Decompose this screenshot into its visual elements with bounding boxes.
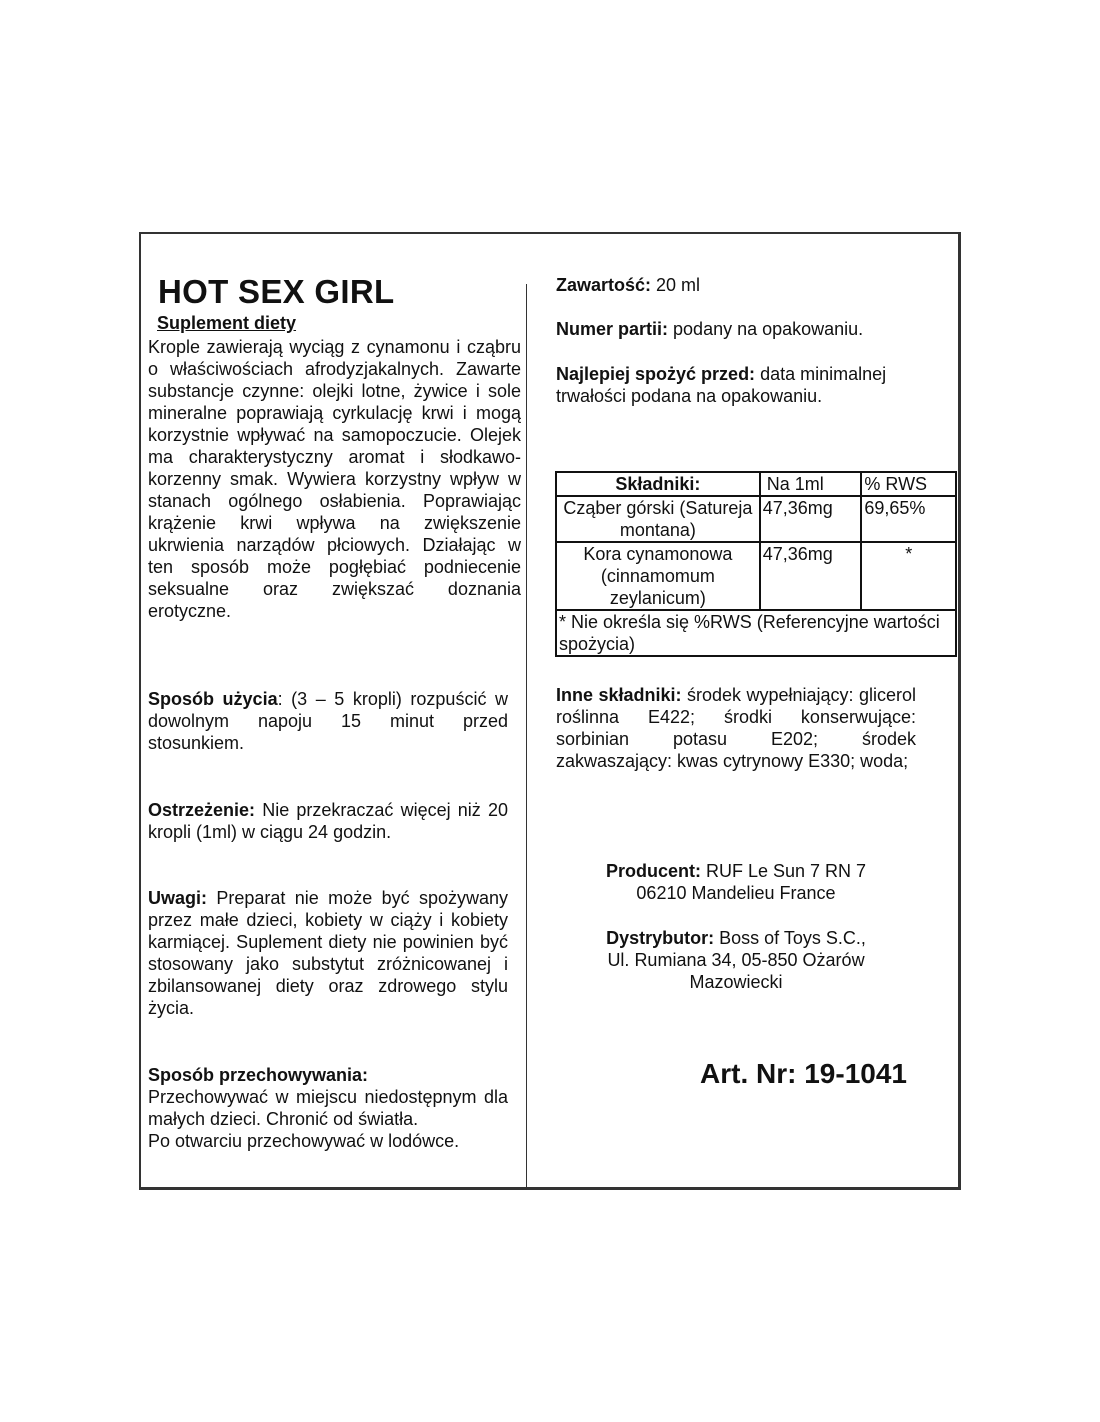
warning-label: Ostrzeżenie:	[148, 800, 256, 820]
table-footnote-row	[556, 610, 956, 656]
storage-text-2: Po otwarciu przechowywać w lodówce.	[148, 1131, 460, 1151]
product-description: Krople zawierają wyciąg z cynamonu i cząbru o właściwościach afrodyzjakalnych. Zawarte substancje czynne: olejki lotne, żywice i sole mineralne poprawiają cyrkulację krwi i mogą korzystnie wpływać na samopoczucie. Olejek ma charakterystyczny aromat i słodkawo-korzenny smak. Wywiera korzystny wpływ w stanach ogólnego osłabienia. Poprawiając krążenie krwi wpływa na zwiększenie ukrwienia narządów płciowych. Działając w ten sposób może pogłębiać podniecenie seksualne oraz zwiększać doznania erotyczne.	[148, 337, 521, 621]
ingredient-name: Cząber górski (Satureja montana)	[556, 496, 760, 542]
storage-text: Przechowywać w miejscu niedostępnym dla małych dzieci. Chronić od światła.	[148, 1087, 508, 1129]
ingredient-rws: 69,65%	[861, 496, 956, 542]
storage-label: Sposób przechowywania:	[148, 1065, 369, 1085]
other-ingredients-label: Inne składniki:	[556, 685, 682, 705]
table-row	[556, 542, 956, 610]
ingredient-name: Kora cynamonowa (cinnamomum zeylanicum)	[556, 542, 760, 610]
warning-text: Nie przekraczać więcej niż 20 kropli (1ml) w ciągu 24 godzin.	[148, 800, 508, 842]
storage-section	[148, 1064, 508, 1152]
batch-line	[556, 318, 956, 340]
header-rws: % RWS	[861, 472, 956, 496]
product-subtitle: Suplement diety	[157, 313, 297, 333]
contents-value: 20 ml	[651, 275, 701, 295]
article-number: Art. Nr: 19-1041	[700, 1058, 907, 1089]
table-footnote: * Nie określa się %RWS (Referencyjne wartości spożycia)	[556, 610, 956, 656]
column-divider	[526, 284, 527, 1187]
ingredient-rws: *	[861, 542, 956, 610]
ingredient-amount: 47,36mg	[760, 542, 862, 610]
product-title: HOT SEX GIRL	[158, 273, 395, 310]
table-row	[556, 496, 956, 542]
notes-section	[148, 887, 508, 1019]
best-before-label: Najlepiej spożyć przed:	[556, 364, 756, 384]
distributor-line2: Ul. Rumiana 34, 05-850 Ożarów	[607, 950, 865, 970]
notes-label: Uwagi:	[148, 888, 208, 908]
ingredient-amount: 47,36mg	[760, 496, 862, 542]
batch-value: podany na opakowaniu.	[668, 319, 864, 339]
usage-section	[148, 688, 508, 754]
distributor-line1: Boss of Toys S.C.,	[714, 928, 866, 948]
best-before-value: data minimalnej trwałości podana na opakowaniu.	[556, 364, 887, 406]
producer-block	[556, 860, 916, 904]
distributor-block	[556, 927, 916, 993]
other-ingredients-text: środek wypełniający: glicerol roślinna E422; środki konserwujące: sorbinian potasu E202; środek zakwaszający: kwas cytrynowy E330; woda;	[556, 685, 916, 771]
producer-label: Producent:	[605, 861, 701, 881]
producer-line1: RUF Le Sun 7 RN 7	[700, 861, 867, 881]
usage-label: Sposób użycia	[148, 689, 278, 709]
contents-line	[556, 274, 956, 296]
other-ingredients	[556, 684, 916, 772]
ingredients-table	[555, 471, 957, 657]
warning-section	[148, 799, 508, 843]
header-per-ml: Na 1ml	[760, 472, 862, 496]
usage-text: : (3 – 5 kropli) rozpuścić w dowolnym napoju 15 minut przed stosunkiem.	[148, 689, 508, 753]
ingredients-header-row	[556, 472, 956, 496]
distributor-line3: Mazowiecki	[689, 972, 783, 992]
best-before-line	[556, 363, 921, 407]
contents-label: Zawartość:	[556, 275, 652, 295]
batch-label: Numer partii:	[556, 319, 669, 339]
distributor-label: Dystrybutor:	[606, 928, 715, 948]
producer-line2: 06210 Mandelieu France	[636, 883, 836, 903]
notes-text: Preparat nie może być spożywany przez małe dzieci, kobiety w ciąży i kobiety karmiącej. Suplement diety nie powinien być stosowany jako substytut zróżnicowanej i zbilansowanej diety oraz zdrowego stylu życia.	[148, 888, 508, 1018]
header-ingredient: Składniki:	[556, 472, 760, 496]
